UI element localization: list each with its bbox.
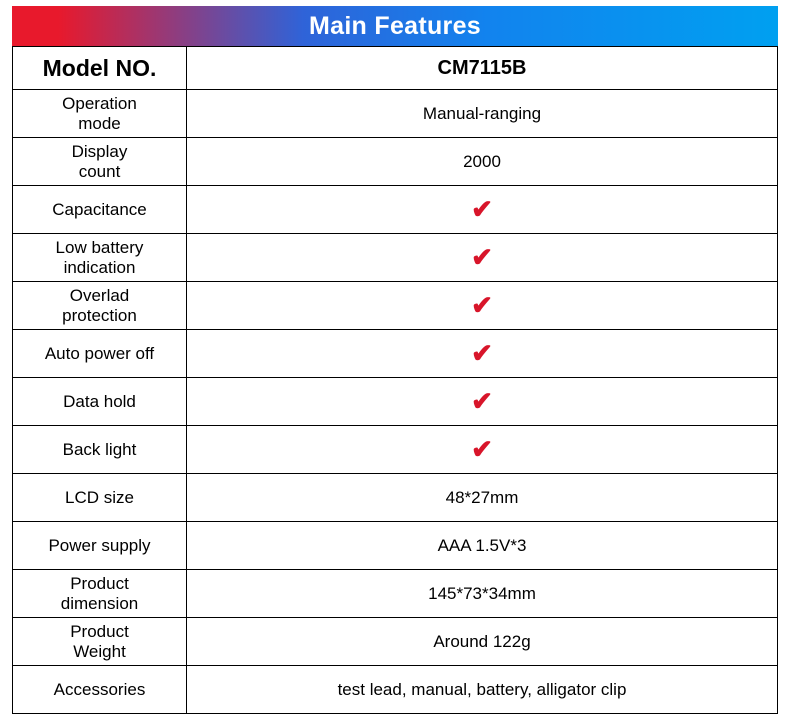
table-row	[13, 570, 778, 618]
row-value	[187, 234, 778, 282]
row-value: 145*73*34mm	[187, 570, 778, 618]
row-label: Model NO.	[13, 47, 187, 90]
row-label-line1: Overlad	[69, 285, 130, 305]
row-label-line2: protection	[62, 305, 137, 325]
row-label	[13, 234, 187, 282]
row-label-line2: mode	[78, 113, 121, 133]
row-value: CM7115B	[187, 47, 778, 90]
table-row	[13, 90, 778, 138]
check-icon: ✔	[471, 242, 493, 273]
check-icon: ✔	[471, 338, 493, 369]
row-label	[13, 618, 187, 666]
table-row	[13, 378, 778, 426]
row-value: AAA 1.5V*3	[187, 522, 778, 570]
table-row	[13, 522, 778, 570]
row-label: Accessories	[13, 666, 187, 714]
check-icon: ✔	[471, 386, 493, 417]
check-icon: ✔	[471, 434, 493, 465]
row-value: 48*27mm	[187, 474, 778, 522]
row-label-line1: Operation	[62, 93, 137, 113]
table-row	[13, 330, 778, 378]
table-row	[13, 426, 778, 474]
row-label-line2: Weight	[73, 641, 126, 661]
row-value	[187, 378, 778, 426]
check-icon: ✔	[471, 290, 493, 321]
row-label	[13, 570, 187, 618]
row-label-line2: dimension	[60, 593, 139, 613]
table-row	[13, 234, 778, 282]
table-row	[13, 666, 778, 714]
row-value: 2000	[187, 138, 778, 186]
row-label: Power supply	[13, 522, 187, 570]
row-value	[187, 282, 778, 330]
header-banner	[12, 6, 778, 46]
row-label	[13, 90, 187, 138]
table-row	[13, 618, 778, 666]
row-label: Auto power off	[13, 330, 187, 378]
row-value	[187, 426, 778, 474]
row-label-line2: count	[78, 161, 121, 181]
row-label-line1: Product	[70, 621, 129, 641]
row-label	[13, 138, 187, 186]
row-label	[13, 282, 187, 330]
table-row	[13, 186, 778, 234]
row-value: Around 122g	[187, 618, 778, 666]
row-label: LCD size	[13, 474, 187, 522]
row-label: Back light	[13, 426, 187, 474]
table-row	[13, 47, 778, 90]
table-row	[13, 138, 778, 186]
check-icon: ✔	[471, 194, 493, 225]
features-table	[12, 46, 778, 714]
row-label-line1: Low battery	[55, 237, 144, 257]
page-title: Main Features	[308, 11, 481, 40]
row-label-line1: Product	[70, 573, 129, 593]
row-label-line1: Display	[71, 141, 128, 161]
row-label: Capacitance	[13, 186, 187, 234]
row-value	[187, 186, 778, 234]
row-label: Data hold	[13, 378, 187, 426]
row-value	[187, 330, 778, 378]
table-row	[13, 282, 778, 330]
row-label-line2: indication	[63, 257, 136, 277]
row-value: Manual-ranging	[187, 90, 778, 138]
row-value: test lead, manual, battery, alligator clip	[187, 666, 778, 714]
table-row	[13, 474, 778, 522]
